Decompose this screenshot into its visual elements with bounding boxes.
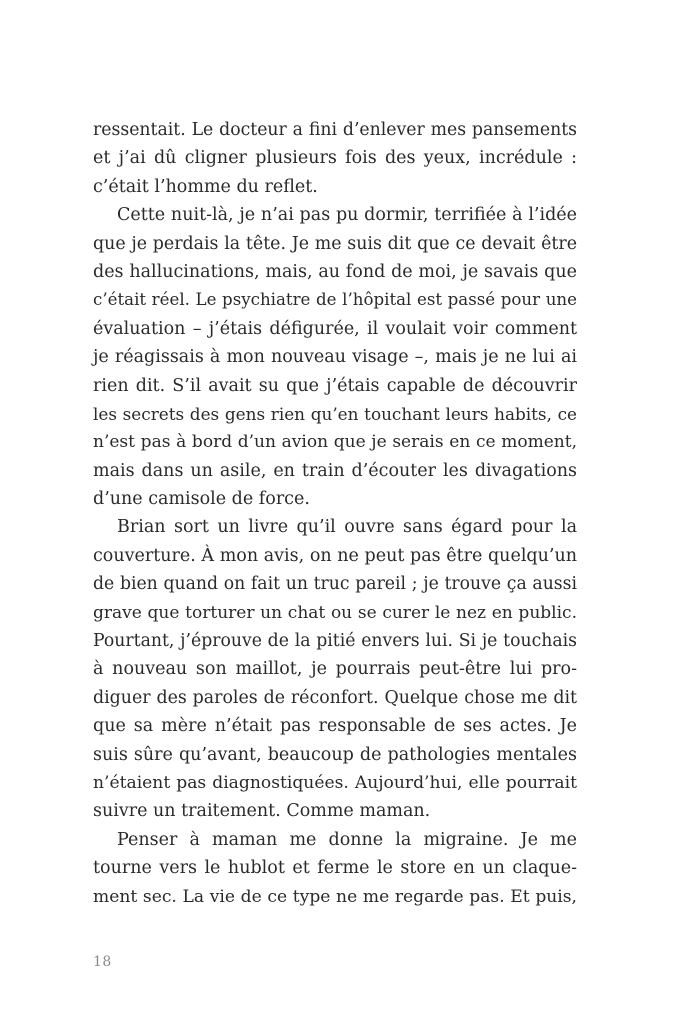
text-line: les secrets des gens rien qu’en touchant leurs habits, ce — [93, 403, 577, 424]
text-line: grave que torturer un chat ou se curer le nez en public. — [93, 602, 577, 623]
body-text — [93, 116, 577, 911]
text-line: rien dit. S’il avait su que j’étais capable de découvrir — [93, 375, 577, 396]
text-line: je réagissais à mon nouveau visage –, mais je ne lui ai — [93, 347, 577, 368]
text-line: suivre un traitement. Comme maman. — [93, 801, 431, 822]
paragraph-first-line: Brian sort un livre qu’il ouvre sans égard pour la — [117, 517, 577, 538]
paragraph-first-line: Cette nuit-là, je n’ai pas pu dormir, terrifiée à l’idée — [117, 205, 577, 226]
text-line: ressentait. Le docteur a fini d’enlever mes pansements — [93, 120, 577, 140]
text-line: de bien quand on fait un truc pareil ; je trouve ça aussi — [93, 574, 577, 595]
text-line: ment sec. La vie de ce type ne me regarde pas. Et puis, — [93, 886, 577, 907]
text-line: c’était l’homme du reflet. — [93, 176, 318, 197]
text-line: des hallucinations, mais, au fond de moi, je savais que — [93, 261, 577, 282]
text-line: mais dans un asile, en train d’écouter les divagations — [93, 460, 577, 481]
text-line: et j’ai dû cligner plusieurs fois des yeux, incrédule : — [93, 148, 577, 169]
text-line: couverture. À mon avis, on ne peut pas être quelqu’un — [93, 545, 577, 566]
text-line: que je perdais la tête. Je me suis dit que ce devait être — [93, 233, 577, 254]
text-line: tourne vers le hublot et ferme le store en un claque- — [93, 858, 577, 879]
text-line: n’étaient pas diagnostiquées. Aujourd’hui, elle pourrait — [93, 772, 577, 793]
text-line: n’est pas à bord d’un avion que je serais en ce moment, — [93, 432, 577, 453]
text-line: suis sûre qu’avant, beaucoup de pathologies mentales — [93, 744, 577, 765]
text-line: d’une camisole de force. — [93, 489, 310, 510]
text-line: que sa mère n’était pas responsable de ses actes. Je — [93, 716, 577, 737]
text-line: c’était réel. Le psychiatre de l’hôpital est passé pour une — [93, 290, 577, 310]
text-line: à nouveau son maillot, je pourrais peut-être lui pro- — [93, 659, 577, 680]
page-number: 18 — [93, 954, 112, 970]
text-line: Pourtant, j’éprouve de la pitié envers lui. Si je touchais — [93, 631, 577, 652]
text-line: diguer des paroles de réconfort. Quelque chose me dit — [93, 687, 577, 708]
text-line: évaluation – j’étais défigurée, il voulait voir comment — [93, 318, 577, 339]
paragraph-first-line: Penser à maman me donne la migraine. Je me — [117, 829, 577, 850]
